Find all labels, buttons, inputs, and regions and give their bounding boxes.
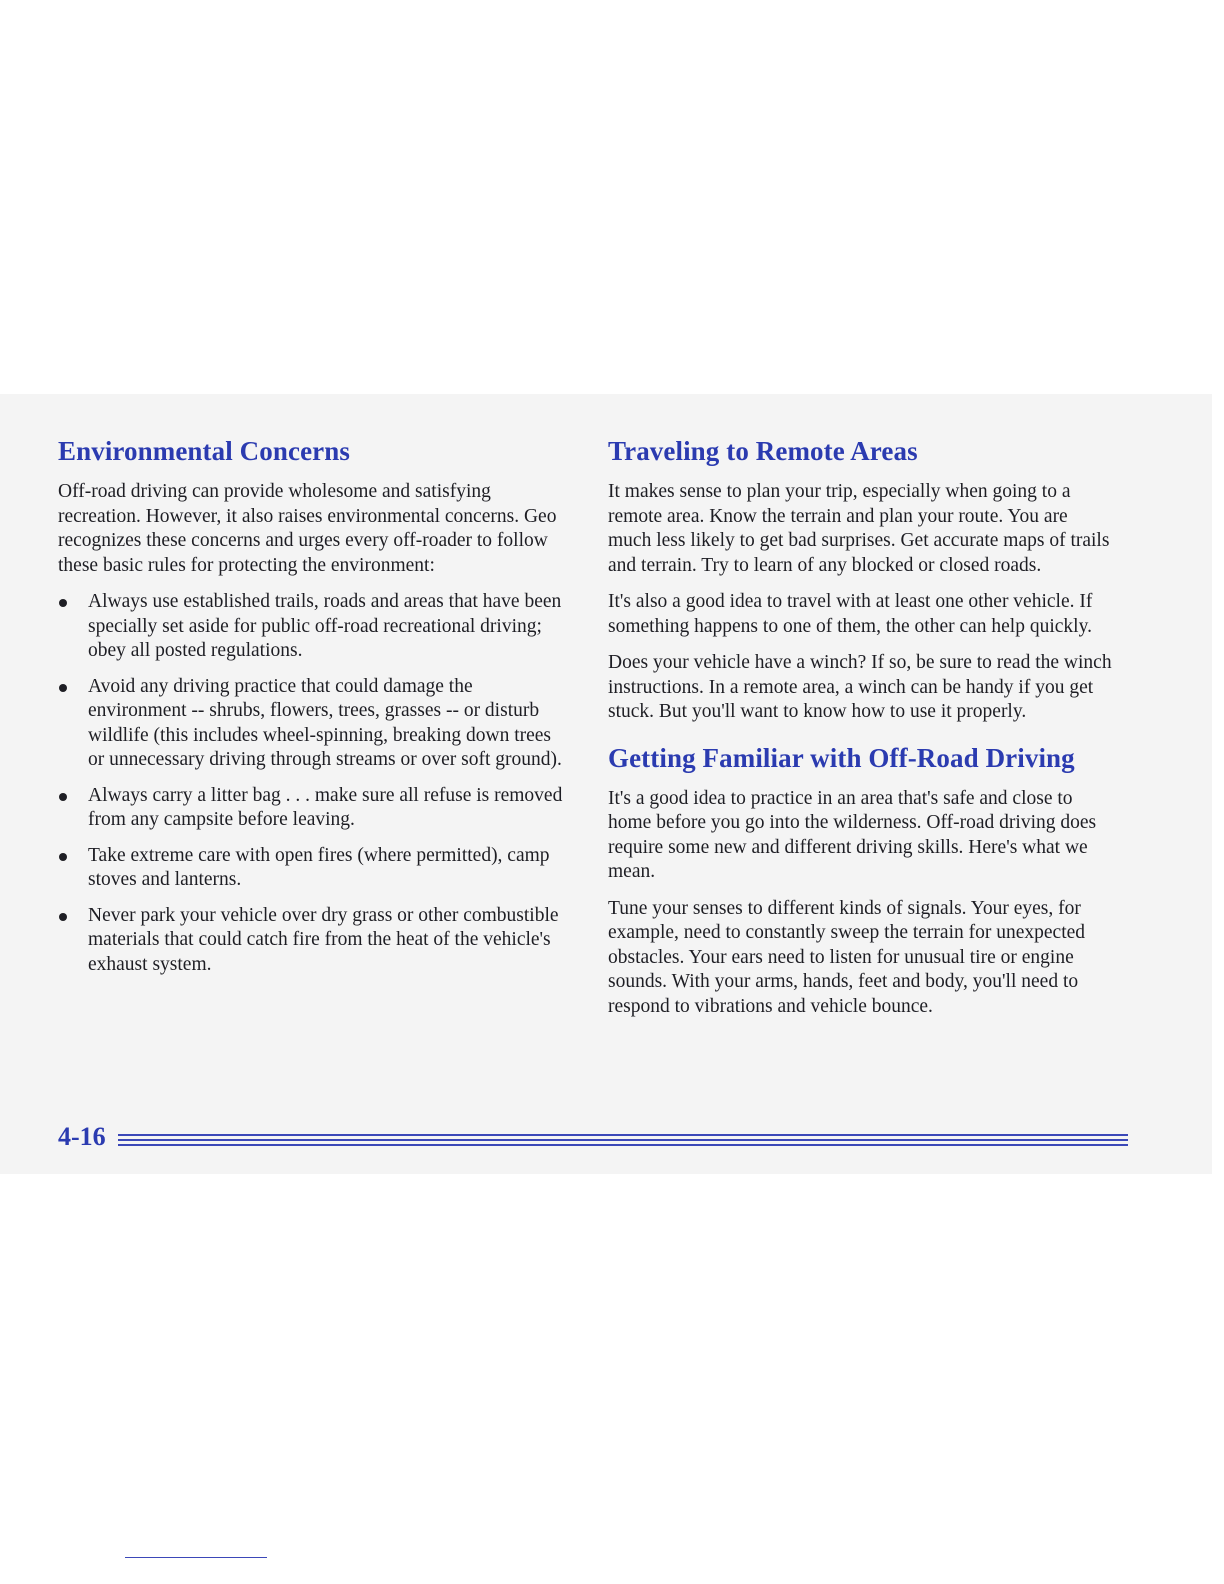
bullet-icon	[59, 684, 67, 692]
list-item	[58, 784, 568, 833]
section-heading-traveling-to-remote-areas: Traveling to Remote Areas	[608, 436, 918, 466]
list-item-text: Always carry a litter bag . . . make sure all refuse is removed from any campsite before leaving.	[88, 784, 563, 830]
remote-areas-paragraph-2: It's also a good idea to travel with at least one other vehicle. If something happens to one of them, the other can help quickly.	[608, 591, 1093, 637]
list-item-text: Avoid any driving practice that could damage the environment -- shrubs, flowers, trees, grasses -- or disturb wildlife (this includes wheel-spinning, breaking down trees or unnecessary driving through streams or over soft ground).	[88, 675, 562, 770]
remote-areas-paragraph-1: It makes sense to plan your trip, especially when going to a remote area. Know the terrain and plan your route. You are much less likely to get bad surprises. Get accurate maps of trails and terrain. Try to learn of any blocked or closed roads.	[608, 481, 1110, 576]
right-column	[608, 434, 1113, 1031]
environmental-intro-paragraph: Off-road driving can provide wholesome and satisfying recreation. However, it also raises environmental concerns. Geo recognizes these concerns and urges every off-roader to follow these basic rules for protecting the environment:	[58, 481, 557, 576]
page-number: 4-16	[58, 1122, 106, 1151]
list-item	[58, 590, 568, 664]
left-column	[58, 434, 568, 988]
section-heading-environmental-concerns: Environmental Concerns	[58, 436, 350, 466]
list-item-text: Take extreme care with open fires (where permitted), camp stoves and lanterns.	[88, 844, 550, 890]
bullet-icon	[59, 793, 67, 801]
footer-rule	[118, 1139, 1128, 1141]
remote-areas-paragraph-3: Does your vehicle have a winch? If so, be sure to read the winch instructions. In a remote area, a winch can be handy if you get stuck. But you'll want to know how to use it properly.	[608, 652, 1112, 722]
page-footer	[58, 1122, 1128, 1156]
list-item-text: Never park your vehicle over dry grass or other combustible materials that could catch fire from the heat of the vehicle's exhaust system.	[88, 904, 559, 975]
off-road-paragraph-1: It's a good idea to practice in an area that's safe and close to home before you go into the wilderness. Off-road driving does require some new and different driving skills. Here's what we mean.	[608, 787, 1097, 882]
footer-rule	[118, 1134, 1128, 1136]
list-item	[58, 904, 568, 978]
bullet-icon	[59, 853, 67, 861]
bullet-icon	[59, 913, 67, 921]
environment-rules-list	[58, 590, 568, 977]
list-item	[58, 844, 568, 893]
list-item	[58, 675, 568, 773]
list-item-text: Always use established trails, roads and areas that have been specially set aside for public off-road recreational driving; obey all posted regulations.	[88, 591, 562, 661]
bottom-divider-mark	[125, 1557, 267, 1558]
bullet-icon	[59, 599, 67, 607]
off-road-paragraph-2: Tune your senses to different kinds of signals. Your eyes, for example, need to constantly sweep the terrain for unexpected obstacles. Your ears need to listen for unusual tire or engine sounds. With your arms, hands, feet and body, you'll need to respond to vibrations and vehicle bounce.	[608, 897, 1086, 1017]
section-heading-getting-familiar: Getting Familiar with Off-Road Driving	[608, 742, 1075, 773]
footer-rule	[118, 1144, 1128, 1146]
